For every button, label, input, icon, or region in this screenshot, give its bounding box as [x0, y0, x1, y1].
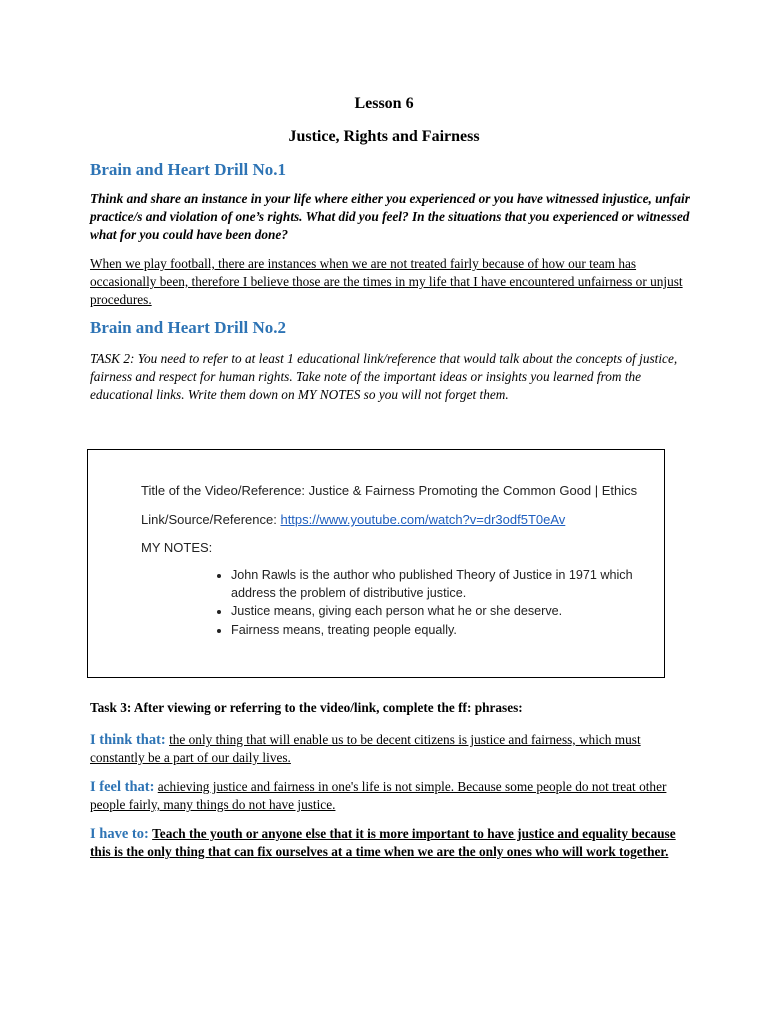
- drill1-heading: Brain and Heart Drill No.1: [90, 160, 286, 179]
- feel-answer: achieving justice and fairness in one's life is not simple. Because some people do not treat other people fairly, many things do not have justice.: [90, 779, 667, 812]
- drill2-task: TASK 2: You need to refer to at least 1 educational link/reference that would talk about the concepts of justice, fairness and respect for human rights. Take note of the important ideas or insights you learned from the educational links. Write them down on MY NOTES so you will not forget them.: [90, 351, 678, 402]
- drill1-answer: [90, 255, 690, 309]
- reference-title-label: Title of the Video/Reference:: [141, 483, 309, 498]
- list-item: • John Rawls is the author who published Theory of Justice in 1971 which address the problem of distributive justice.: [231, 567, 661, 602]
- lesson-number: Lesson 6: [354, 95, 414, 112]
- drill1-answer-text: When we play football, there are instances when we are not treated fairly because of how our team has occasionally been, therefore I believe those are the times in my life that I have encountered unfairness or unjust procedures.: [90, 256, 683, 307]
- feel-label: I feel that:: [90, 779, 155, 795]
- reference-link-url[interactable]: https://www.youtube.com/watch?v=dr3odf5T0eAv: [280, 512, 566, 527]
- have-label: I have to:: [90, 826, 149, 842]
- think-response: [90, 731, 690, 767]
- reference-title-value: Justice & Fairness Promoting the Common Good | Ethics: [308, 483, 638, 498]
- my-notes-label: MY NOTES:: [141, 540, 213, 555]
- have-answer: Teach the youth or anyone else that it is more important to have justice and equality because this is the only thing that can fix ourselves at a time when we are the only ones who will work together.: [90, 826, 676, 859]
- feel-response: [90, 778, 690, 814]
- drill1-prompt: Think and share an instance in your life where either you experienced or you have witnessed injustice, unfair practice/s and violation of one’s rights. What did you feel? In the situations that you experienced or witnessed what for you could have been done?: [90, 191, 690, 242]
- task3-heading: Task 3: After viewing or referring to the video/link, complete the ff: phrases:: [90, 700, 523, 715]
- have-response: [90, 825, 690, 861]
- think-label: I think that:: [90, 732, 166, 748]
- reference-title: [141, 483, 637, 498]
- list-item: • Justice means, giving each person what he or she deserve.: [231, 603, 661, 621]
- notes-list: [199, 567, 661, 640]
- reference-link-label: Link/Source/Reference:: [141, 512, 281, 527]
- think-answer: the only thing that will enable us to be decent citizens is justice and fairness, which must constantly be a part of our daily lives.: [90, 732, 641, 765]
- reference-link: [141, 512, 565, 527]
- drill2-heading: Brain and Heart Drill No.2: [90, 318, 286, 337]
- page-title: Justice, Rights and Fairness: [288, 128, 480, 145]
- list-item: • Fairness means, treating people equally.: [231, 622, 661, 640]
